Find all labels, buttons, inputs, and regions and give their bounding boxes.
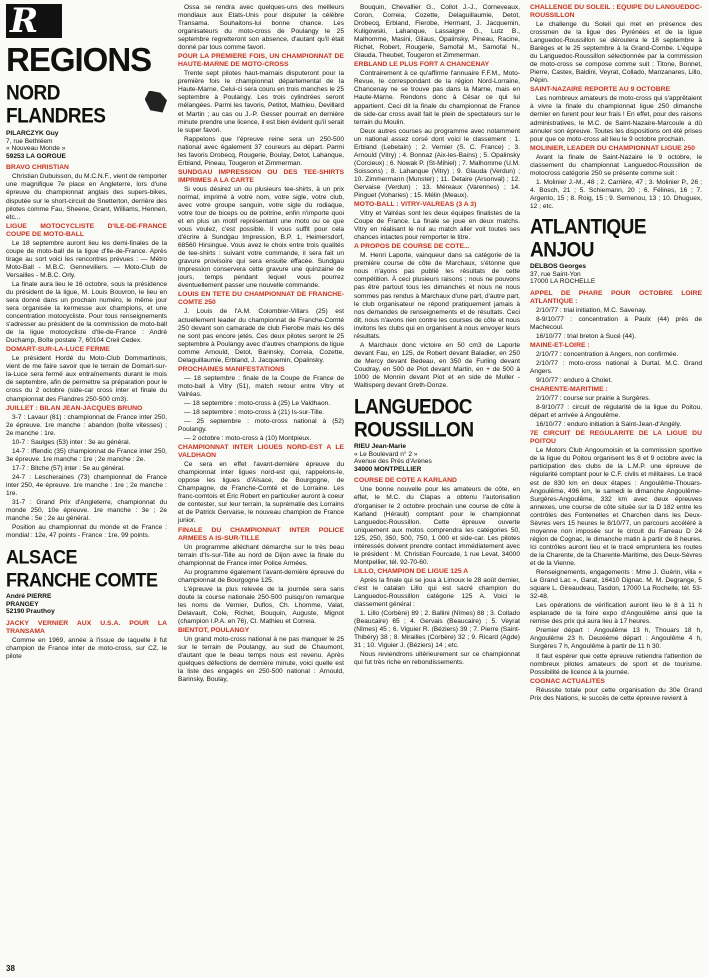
paragraph: Contrairement à ce qu'affirme l'annuaire F.F.M., Moto-Revue, le correspondant de la région Nord-Lorraine, Chancenay ne se trouve pas dans la Marne, mais en Haute-Marne. Rendons donc à César ce qui lui appartient. Ceci dit la finale du championnat de France de side-car cross avait fait le plein de spectateurs sur le terrain du Moulin. (354, 70, 520, 126)
paragraph: 2/10/77 : moto-cross national à Durtal, M.C. Grand Angers. (530, 360, 702, 376)
contact-atlantique (530, 263, 702, 286)
heading: SAINT-NAZAIRE REPORTE AU 9 OCTOBRE (530, 86, 671, 94)
logo-letter: R (10, 1, 39, 41)
heading: LILLO, CHAMPION DE LIGUE 125 A (354, 567, 469, 575)
heading: CHARENTE-MARITIME : (530, 386, 608, 394)
contact-line: DELBOS Georges (530, 262, 587, 270)
paragraph: — 18 septembre : finale de la Coupe de France de moto-ball à Vitry (51), match retour entre Vitry et Valréas. (178, 374, 344, 398)
paragraph: Une bonne nouvelle pour les amateurs de côte, en effet, le M.C. du Clapas a obtenu l'autorisation d'organiser le 2 octobre prochain une course de côte à Karland (Hérault) comptant pour le championnat Languedoc-Roussillon. Cette épreuve ouverte uniquement aux motos comprendra les catégories 50, 125, 250, 350, 500, 750, 1 000 et side-car. Les pilotes intéressés doivent prendre contact immédiatement avec le président : M. Christian Fourcade, 1 rue Levat, 34000 Montpellier, tél. 92-70-60. (354, 486, 520, 566)
region-title-line: ATLANTIQUE (530, 215, 647, 240)
heading: BIENTOT, POULANGY (178, 627, 250, 634)
paragraph: 2/10/77 : trial initiation, M.C. Savenay. (536, 306, 647, 314)
region-title-line: LANGUEDOC (354, 396, 472, 420)
regions-logo (6, 1, 62, 41)
heading: LOUIS EN TETE DU CHAMPIONNAT DE FRANCHE-COMTE 250 (178, 291, 344, 307)
contact-line: « Le Boulevard n° 2 » (354, 450, 418, 458)
region-title-line: ALSACE (6, 546, 78, 569)
paragraph: Ce sera en effet l'avant-dernière épreuve du championnat inter ligues nord-est qui, rappelons-le, oppose les ligues d'Alsace, de Bourgogne, de Champagne, de Franche-Comté et de Lorraine. Les franc-comtois et Eric Robert en particulier auront à coeur de contester, sur leur terrain, la suprématie des Lorrains et de Patrick Gervaise, le nouveau champion de France junior. (178, 461, 344, 525)
column-1 (6, 1, 167, 662)
heading: COURSE DE COTE A KARLAND (354, 477, 457, 485)
paragraph: Il faut espérer que cette épreuve retiendra l'attention de nombreux pilotes amateurs de sport et de tourisme. Possibilité de licence à la journée. (530, 652, 702, 676)
paragraph: 17-7 : Bitche (57) inter : 5e au général. (12, 464, 125, 472)
contact-line: 7, rue Bethléem (6, 137, 53, 145)
contact-line: André PIERRE (6, 593, 52, 601)
paragraph: — 18 septembre : moto-cross à (25) Le Valdhaon. (184, 399, 331, 407)
atlantique-header (530, 215, 702, 263)
map-icon (145, 91, 167, 113)
alsace-header (6, 546, 167, 592)
region-title-nord: NORD FLANDRES (6, 82, 106, 129)
languedoc-header (354, 396, 520, 443)
paragraph: 1. Lillo (Corbère) 89 ; 2. Ballini (Nîmes) 88 ; 3. Collado (Beaucaire) 65 ; 4. Gervais (Beaucaire) ; 5. Veyrat (Nîmes) 45 ; 6. Viguier R. (Béziers) 39 ; 7. Pierre (Saint-Thibéry) 38 ; 8. Mirailles (Corbère) 32 ; 9. Ricard (Agde) 31 ; 10. Viguier J. (Béziers) 14 ; etc. (354, 610, 520, 650)
nord-header (6, 76, 167, 127)
paragraph: 8-9/10/77 : concentration à Paulx (44) près de Machecoul. (530, 315, 702, 331)
heading: FINALE DU CHAMPIONNAT INTER POLICE ARMEES A IS-SUR-TILLE (178, 526, 344, 542)
paragraph: 14-7 : Iffendic (35) championnat de France inter 250, 3e épreuve. 1re manche : 1re ; 2e manche : 2e. (6, 447, 167, 463)
paragraph: Position au championnat du monde et de France : mondial : 12e, 47 points - France : 1re, 99 points. (6, 524, 167, 540)
paragraph: M. Henri Laporte, vainqueur dans sa catégorie de la première course de côte de Marchaux, s'étonne que nous n'ayons pas publié les résultats de cette compétition. À ceci plusieurs raisons ; nous ne pouvons pas être partout tous les dimanches et nous ne nous sommes pas rendus à Marchaux d'une part, d'autre part, le club organisateur ne répond pratiquement jamais à nos demandes de renseignements et de résultats. Ceci dit, nous n'avons rien contre les courses de côte et nous invitons les clubs qui en organisent à nous envoyer leurs résultats. (354, 252, 520, 340)
paragraph: Trente sept pilotes haut-marnais disputeront pour la première fois le championnat départemental de la Haute-Marne. Celui-ci sera couru en trois manches le 25 septembre à Poulangy. Les trois cylindrées seront mélangées. Parmi les favoris, Petitot, Mathieu, Devillard et Martin ; au cas ou J.-P. Gesser pourrait en dernière minute prendre une licence, il est bien évident qu'il serait le super favori. (178, 70, 344, 134)
region-title-line: FRANCHE COMTE (6, 569, 158, 592)
contact-line: PILARCZYK Guy (6, 130, 59, 137)
heading: MOLINIER, LEADER DU CHAMPIONNAT LIGUE 250 (530, 144, 695, 152)
heading: BRAVO CHRISTIAN (6, 164, 69, 172)
paragraph: J. Louis de l'A.M. Colombier-Villars (25) est actuellement leader du championnat de Franche-Comté 250 devant son camarade de club Fierobe mais les dés ne sont pas encore jetés. Ces deux pilotes seront le 25 septembre à Poulangy avec d'autres champions de ligue comme Arnould, Detot, Barinsky, Correia, Cozette, Delaguillaumie, Erbland, J. Jacquemin, Opalinsky. (178, 308, 344, 364)
paragraph: A Marchaux donc victoire en 50 cm3 de Laporte devant Fau, en 125, de Robert devant Baladier, en 250 de Mercy devant Bedeau, en 350 de Furling devant Coudray, en 500 de Piot devant Martin, en + de 500 à 1000 de Monnin devant Piot et en side de Muller - Waltisperg devant Greth-Donze. (354, 341, 520, 390)
contact-line: 52190 Prauthoy (6, 608, 55, 616)
paragraph: 2/10/77 : concentration à Angers, non confirmée. (536, 350, 679, 358)
heading: MOTO-BALL : VITRY-VALREAS (3 A 3) (354, 201, 477, 209)
paragraph: Nous reviendrons ultérieurement sur ce championnat qui fut très riche en rebondissements. (354, 651, 520, 667)
paragraph: Comme en 1969, année à l'issue de laquelle il fut champion de France inter de moto-cross, sur CZ, le pilote (6, 637, 167, 661)
region-title-line: ANJOU (530, 239, 595, 263)
heading: PROCHAINES MANIFESTATIONS (178, 365, 285, 373)
column-3 (354, 4, 520, 668)
heading: DOMART-SUR-LA-LUCE FERME (6, 346, 110, 354)
contact-line: PRANGEY (6, 600, 39, 608)
paragraph: Premier départ : Angoulême 13 h, Thouars 18 h, Angoulême 23 h. Deuxième départ : Angoulême 4 h, Surgères 7 h, Angoulême à partir de 11 h 30. (530, 627, 702, 651)
paragraph: — 18 septembre : moto-cross à (21) Is-sur-Tille. (184, 408, 325, 416)
contact-line: 37, rue Saint-Yon (530, 270, 581, 278)
paragraph: Au programme également l'avant-dernière épreuve du championnat de Bourgogne 125. (178, 568, 344, 584)
paragraph: — 2 octobre : moto-cross à (10) Montpieux. (184, 435, 312, 443)
heading: APPEL DE PHARE POUR OCTOBRE LOIRE ATLANTIQUE : (530, 289, 702, 305)
page-number: 38 (6, 964, 15, 973)
section-title: REGIONS (6, 41, 152, 78)
paragraph: 1. Molinier J.-M., 48 ; 2. Carrière, 47 ; 3. Molinier P., 26 ; 4. Bosch, 21 ; 5. Schiemann, 20 ; 6. Félines, 16 ; 7. Argento, 15 ; 8. Roig, 15 ; 9. Semenou, 13 ; 10. Dhuguex, 12 ; etc. (530, 178, 702, 210)
paragraph: Les opérations de vérification auront lieu le 8 à 11 h esplanade de la foire expo d'Angoulême ainsi que la remise des prix qui aura lieu à 17 heures. (530, 602, 702, 626)
paragraph: 24-7 : Lescheraines (73) championnat de France inter 250, 4e épreuve. 1re manche : 1re ; 2e manche : 1re. (6, 473, 167, 497)
paragraph: Le 18 septembre auront lieu les demi-finales de la coupe de moto-ball de la ligue d'Ile-de-France. Après tirage au sort voici les rencontres prévues : — Métro Moto-Ball - M.B.C. Genneviliers. — Moto-Club de Versailles - M.B.C. Orly. (6, 239, 167, 279)
heading: SUNDGAU IMPRESSION OU DES TEE-SHIRTS IMPRIMES A LA CARTE (178, 168, 344, 184)
paragraph: Un grand moto-cross national à ne pas manquer le 25 sur le terrain de Poulangy, au sud de Chaumont, d'autant que le beau temps nous est revenu. Après quelques défections de dernière minute, voici quelle est la liste des engagés en 250-500 national : Arnould, Barinsky, Boulay, (178, 636, 344, 684)
paragraph: L'épreuve la plus relevée de la journée sera sans doute la course nationale 250-500 puisqu'on remarque les noms de Vernier, Duflos, Ch. Lhomme, Valat, Delavault, Cole, Richet, Bouquin, Auguste, Mignot (champion I.P.A. en 76), Cl. Mathieu et Correia. (178, 585, 344, 625)
paragraph: Vitry et Valréas sont les deux équipes finalistes de la Coupe de France. La finale se joue en deux matchs. Vitry en réalisant le nul au match aller voit toutes ses chances intactes pour remporter le titre. (354, 210, 520, 242)
paragraph: Renseignements, engagements : Mme J. Guérin, villa « Le Grand Lac », Garat, 16410 Dignac. M. M. Degrange, 5 square L. Gireaudeau, Tasdon, 17000 La Rochelle, tél. 53-32-48. (530, 569, 702, 601)
heading: POUR LA PREMIERE FOIS, UN CHAMPIONNAT DE HAUTE-MARNE DE MOTO-CROSS (178, 53, 344, 69)
contact-line: 17000 LA ROCHELLE (530, 278, 596, 286)
heading: MAINE-ET-LOIRE : (530, 341, 590, 349)
paragraph: La finale aura lieu le 16 octobre, sous la présidence du président de la ligue, M. Louis Bouvron, le lieu en sera donné dans un prochain numéro, le même jour sera organisée la kermesse aux champions, et une concentration motocycliste. Pour tous renseignements s'adresser au président de la commission de moto-ball de la ligue motocycliste d'Ile-de-France : André Duchamp, Boîte postale 7, 60104 Creil Cedex. (6, 280, 167, 345)
heading: 7E CIRCUIT DE REGULARITE DE LA LIGUE DU POITOU (530, 430, 702, 446)
paragraph: Réussite totale pour cette organisation du 30e Grand Prix des Nations, le succès de cette épreuve revient à (530, 686, 702, 702)
paragraph: 3-7 : Lavaur (81) : championnat de France inter 250, 2e épreuve. 1re manche : abandon (boîte vitesses) ; 2e manche : 1re. (6, 413, 167, 437)
contact-alsace (6, 593, 167, 616)
paragraph: — 25 septembre : moto-cross national à (52) Poulangy. (178, 418, 344, 434)
heading: LIGUE MOTOCYCLISTE D'ILE-DE-FRANCE COUPE DE MOTO-BALL (6, 222, 167, 238)
heading: ERBLAND LE PLUS FORT A CHANCENAY (354, 61, 490, 69)
paragraph: 16/10/77 : trial breton à Sucé (44). (536, 332, 637, 340)
paragraph: Après la finale qui se joua à Limoux le 28 août dernier, c'est le catalan Lillo qui est sacré champion du Languedoc-Roussillon catégorie 125 A. Voici le classement général : (354, 576, 520, 609)
paragraph: Rappelons que l'épreuve reine sera un 250-500 national avec également 37 coureurs au départ. Parmi les favoris Drobecq, Rougerie, Boulay, Detot, Lahanque, Erbland, Pineau, Tougeron et Zimmerman. (178, 135, 344, 167)
contact-line: RIEU Jean-Marie (354, 443, 407, 451)
paragraph: Un programme alléchant démarche sur le très beau terrain d'Is-sur-Tille au nord de Dijon avec la finale du championnat de France inter Police Armées. (178, 543, 344, 567)
paragraph: Les nombreux amateurs de moto-cross qui s'apprêtaient à vivre la finale du championnat ligue 250 dimanche dernier en furent pour leur frais ! En effet, pour des raisons administratives, le M.C. de Saint-Nazaire-Marcoule a dû annuler son épreuve. Toutes les dispositions ont été prises pour que ce moto-cross ait lieu le 9 octobre prochain. (530, 95, 702, 143)
heading: A PROPOS DE COURSE DE COTE... (354, 243, 470, 251)
paragraph: 8-9/10/77 : circuit de régularité de la ligue du Poitou, départ et arrivée à Angoulême. (530, 404, 702, 420)
contact-line: 59253 LA GORGUE (6, 152, 66, 160)
heading: JACKY VERNIER AUX U.S.A. POUR LA TRANSAMA (6, 620, 167, 636)
paragraph: Si vous désirez un ou plusieurs tee-shirts, à un prix normal, imprimé à votre nom, votre sigle, votre club, avec votre groupe sanguin, votre sigle du rodiaque, votre tour de biceps ou de poitrine, enfin n'importe quoi et en plus un motif représentant une moto ou ce que vous voulez, c'est possible. Il vous suffit pour cela d'écrire à Sundgau Impression, B.P. 1, Heimersdorf, 68560 Hirsingue. Vous avez le choix entre trois qualités de tee-shirts : suivant votre commande, il sera fait un gravure provisoire qui sera ensuite effacée. Sundgau Impression conservera cette gravure une quinzaine de jours, temps pendant lequel vous pourrez éventuellement passer une nouvelle commande. (178, 185, 344, 290)
region-title-atlantique (530, 216, 646, 262)
paragraph: Deux autres courses au programme avec notamment un national assez corsé dont voici le classement : 1. Erbland (Lebetain) ; 2. Vernier (S. C. France) ; 3. Arnould (Vitry) ; 4. Bonnaz (Aix-les-Bains) ; 5. Opalinsky (Corcieux) ; 6. Nowak P. (St-Mihiel) ; 7. Malhomme (U.M. Soissons) ; 8. Lahanque (Vitry) ; 9. Glauda (Verdun) ; 10. Zimmermann (Munster) ; 11. Detaire (Arsonval) ; 12. Gervaise (Verdun) ; 13. Méreaux (Varennes) ; 14. Pinguet (Voharies) ; 15. Mélin (Meaux). (354, 127, 520, 200)
paragraph: Avant la finale de Saint-Nazaire le 9 octobre, le classement du championnat Languedoc-Roussillon de motocross catégorie 250 se présente comme suit : (530, 153, 702, 177)
paragraph: 2/10/77 : course sur prairie à Surgères. (536, 395, 651, 403)
paragraph: 31-7 : Grand Prix d'Angleterre, championnat du monde 250, 10e épreuve. 1re manche : 3e ; 2e manche : 5e ; 2e au général. (6, 499, 167, 523)
heading: CHALLENGE DU SOLEIL : EQUIPE DU LANGUEDOC-ROUSSILLON (530, 4, 702, 19)
paragraph: 10-7 : Saulges (53) inter : 3e au général. (12, 438, 131, 446)
paragraph: Ossa se rendra avec quelques-uns des meilleurs mondiaux aux Etats-Unis pour disputer la célèbre Transama. Souhaitons-lui bonne chance. Les organisateurs du moto-cross de Poulangy le 25 septembre regretteront son absence, d'autant qu'il était donné par tous comme favori. (178, 4, 344, 52)
column-2 (178, 4, 344, 685)
heading: JUILLET : BILAN JEAN-JACQUES BRUNO (6, 404, 143, 412)
contact-line: 34000 MONTPELLIER (354, 465, 422, 473)
contact-line: Avenue des Prés d'Arènes (354, 458, 432, 466)
paragraph: Christian Dubuisson, du M.C.N.F., vient de remporter une magnifique 7e place en Angleterre, lors d'une épreuve du championnat anglais des supers-bikes, disputée sur le short-circuit de Snetterton, derrière des pilotes comme Fau, Sheene, Grant, Williams, Hennen, etc... (6, 173, 167, 221)
column-4 (530, 4, 702, 704)
region-title-alsace (6, 546, 158, 592)
paragraph: Bouquin, Chevallier G., Collot J.-J., Corneveaux, Coron, Correia, Cozette, Delaguillaumie, Detot, Drobecq, Erbland, Fierobe, Hermant, J. Jacquemin, Kuligowski, Lahanque, Lassaigne G., Lutz B., Malhomme, Masini, Gilaus, Opalinsky, Pineau, Racine, Richet, Robert, Rougerie, Samofal M., Samofal N., Glauda, Theubet, Tougeron et Zimmerman. (354, 4, 520, 60)
paragraph: Le challenge du Soleil qui met en présence des crossmen de la ligue des Pyrénées et de la ligue Languedoc-Roussillon se déroulera le 18 septembre à Barèges et le 25 septembre à la Grand-Combe. L'équipe du Languedoc-Roussillon sélectionnée par la commission de moto-cross se compose comme suit : Titone, Bonnet, Pierre, Castex, Baldini, Veyrat, Collado, Manzanares, Lillo, Pépin. (530, 21, 702, 85)
contact-line: « Nouveau Monde » (6, 145, 66, 153)
paragraph: Le Motors Club Angoumoisin et la commission sportive de la ligue du Poitou organisent les 8 et 9 octobre avec la participation des clubs de la L.M.P. une épreuve de régularité comptant pour le C.F. civils et militaires. Le tracé est de 830 km en deux étapes : Angoulême-Thouars-Angoulême, 496 km, le samedi le dimanche Angoulême-Surgères-Angoulême, 332 km avec deux épreuves annexes, une course de côte située sur la D 182 entre les contrôles des Fontenelles et Charchen dans les Deux-Sèvres vers 15 heures le 8/10/77, un parcours accéléré à moyenne non imposée sur le circuit du Farreau D 24 région de Cognac, le dimanche matin à partir de 8 heures. Ici contrôles auront lieu et le tracé empruntera les routes de la Charente, de la Charente-Maritime, des Deux-Sèvres et de la Vienne. (530, 447, 702, 567)
heading: COGNAC ACTUALITES (530, 677, 605, 685)
paragraph: Le président Hordé du Moto-Club Dommartinois, vient de me faire savoir que le terrain de Domart-sur-la-Luce sera fermé aux entraînements durant le mois de septembre, afin de permettre sa préparation pour le cross du 2 octobre (side-car cross inter et finale du championnat des Flandres 250-500 cm3). (6, 355, 167, 403)
heading: CHAMPIONNAT INTER LIGUES NORD-EST A LE VALDHAON (178, 444, 344, 460)
region-title-line: ROUSSILLON (354, 419, 474, 443)
paragraph: 9/10/77 : enduro à Cholet. (536, 377, 613, 385)
contact-languedoc (354, 443, 520, 473)
region-title-languedoc (354, 396, 474, 442)
contact-nord (6, 130, 167, 160)
paragraph: 16/10/77 : enduro initiation à Saint-Jean-d'Angély. (536, 421, 682, 429)
